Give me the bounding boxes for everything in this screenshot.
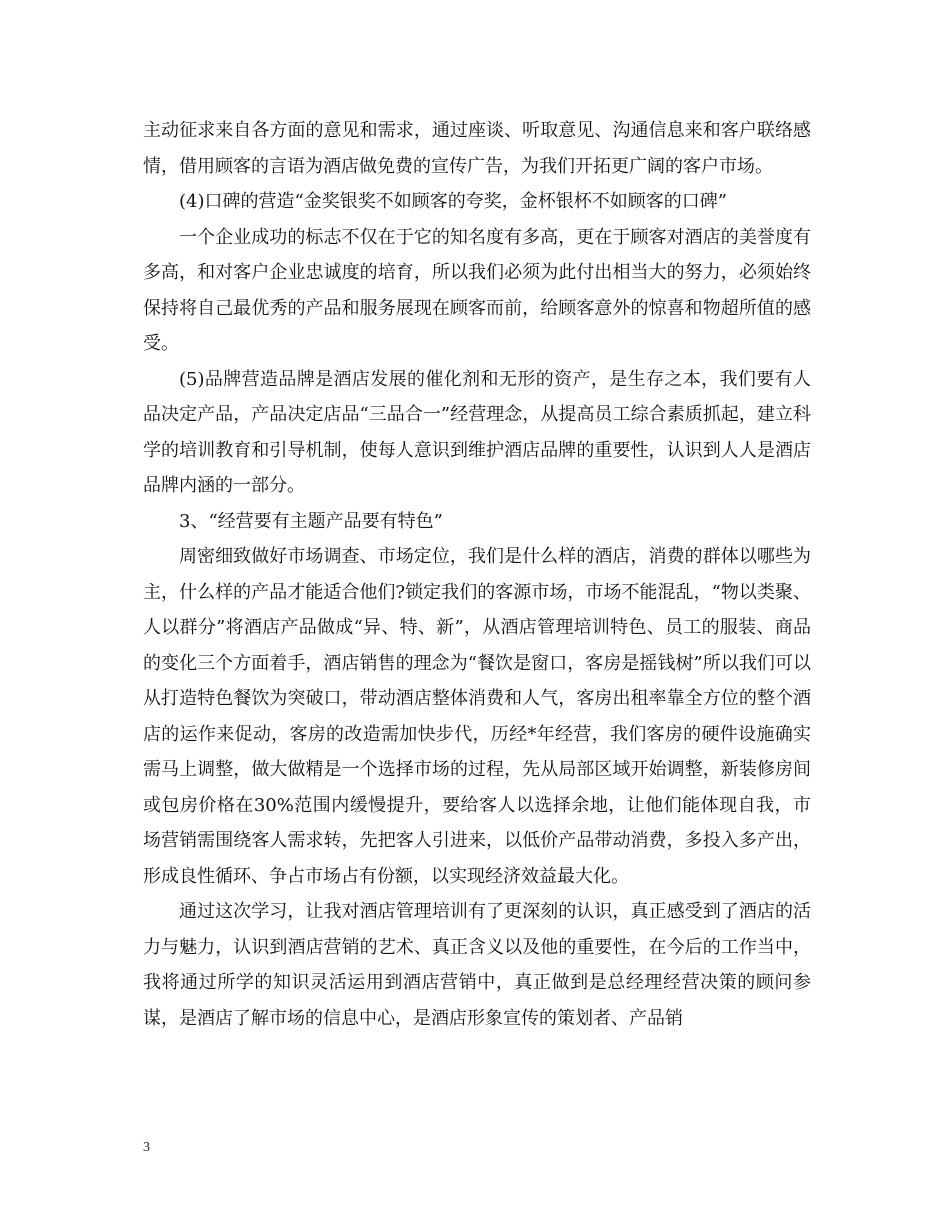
paragraph-2: (4)口碑的营造“金奖银奖不如顾客的夸奖，金杯银杯不如顾客的口碑” — [179, 191, 727, 212]
paragraph-6: 周密细致做好市场调查、市场定位，我们是什么样的酒店，消费的群体以哪些为主，什么样的产品才能适合他们?锁定我们的客源市场，市场不能混乱，“物以类聚、人以群分”将酒店产品做成“异、特、新”，从酒店管理培训特色、员工的服装、商品的变化三个方面着手，酒店销售的理念为“餐饮是窗口，客房是摇钱树”所以我们可以从打造特色餐饮为突破口，带动酒店整体消费和人气，客房出租率靠全方位的整个酒店的运作来促动，客房的改造需加快步代，历经*年经营，我们客房的硬件设施确实需马上调整，做大做精是一个选择市场的过程，先从局部区域开始调整，新装修房间或包房价格在30%范围内缓慢提升，要给客人以选择余地，让他们能体现自我，市场营销需围绕客人需求转，先把客人引进来，以低价产品带动消费，多投入多产出，形成良性循环、争占市场占有份额，以实现经济效益最大化。 — [143, 546, 811, 887]
paragraph-7: 通过这次学习，让我对酒店管理培训有了更深刻的认识，真正感受到了酒店的活力与魅力，认识到酒店营销的艺术、真正含义以及他的重要性，在今后的工作当中，我将通过所学的知识灵活运用到酒店营销中，真正做到是总经理经营决策的顾问参谋，是酒店了解市场的信息中心，是酒店形象宣传的策划者、产品销 — [143, 901, 811, 1029]
page-number: 3 — [143, 1140, 150, 1155]
paragraph-1: 主动征求来自各方面的意见和需求，通过座谈、听取意见、沟通信息来和客户联络感情，借用顾客的言语为酒店做免费的宣传广告，为我们开拓更广阔的客户市场。 — [143, 120, 811, 177]
document-body — [143, 113, 811, 1036]
paragraph-4: (5)品牌营造品牌是酒店发展的催化剂和无形的资产，是生存之本，我们要有人品决定产品，产品决定店品“三品合一”经营理念，从提高员工综合素质抓起，建立科学的培训教育和引导机制，使每人意识到维护酒店品牌的重要性，认识到人人是酒店品牌内涵的一部分。 — [143, 368, 811, 496]
paragraph-3: 一个企业成功的标志不仅在于它的知名度有多高，更在于顾客对酒店的美誉度有多高，和对客户企业忠诚度的培育，所以我们必须为此付出相当大的努力，必须始终保持将自己最优秀的产品和服务展现在顾客而前，给顾客意外的惊喜和物超所值的感受。 — [143, 226, 811, 354]
section-heading-3: 3、“经营要有主题产品要有特色” — [179, 510, 443, 532]
